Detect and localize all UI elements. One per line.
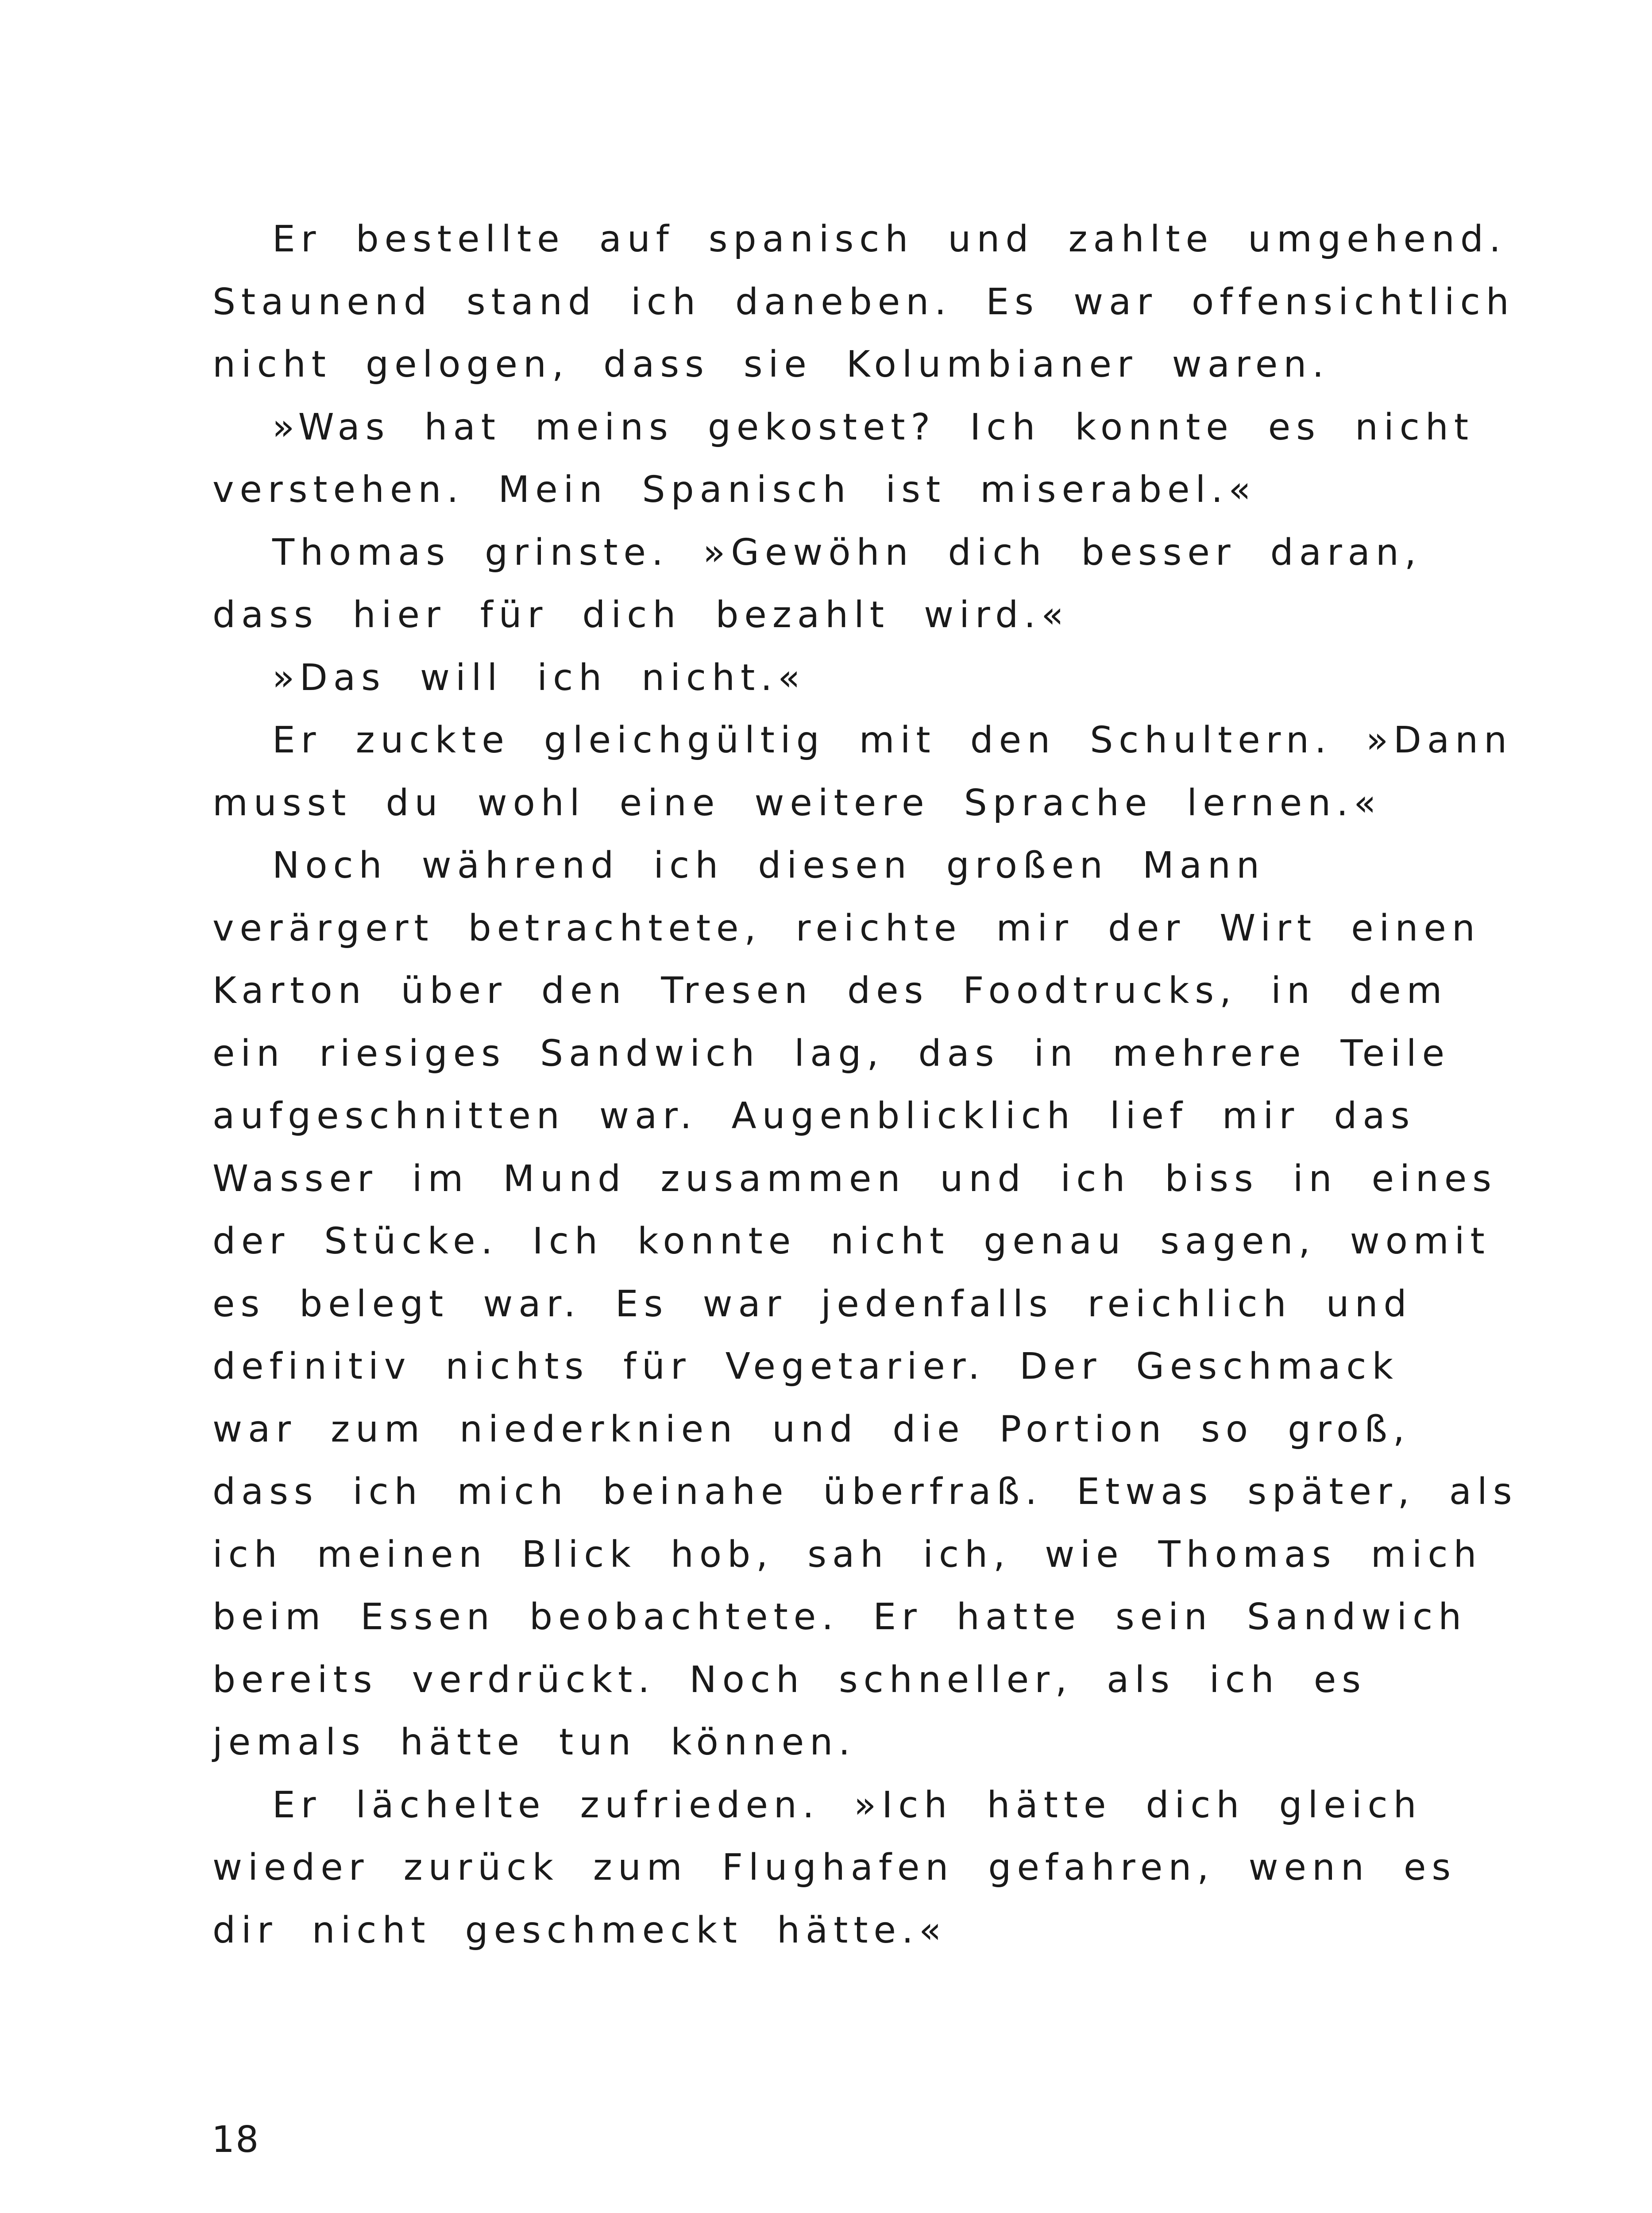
text-line: musst du wohl eine weitere Sprache lernen.« bbox=[212, 782, 1382, 824]
text-line: Wasser im Mund zusammen und ich biss in eines bbox=[212, 1157, 1498, 1200]
text-line: Er bestellte auf spanisch und zahlte umgehend. bbox=[272, 218, 1507, 260]
text-line: definitiv nichts für Vegetarier. Der Geschmack bbox=[212, 1346, 1399, 1388]
text-line: verstehen. Mein Spanisch ist miserabel.« bbox=[212, 469, 1257, 511]
text-line: Staunend stand ich daneben. Es war offensichtlich bbox=[212, 281, 1515, 323]
text-line: dir nicht geschmeckt hätte.« bbox=[212, 1909, 947, 1951]
text-line: Er lächelte zufrieden. »Ich hätte dich gleich bbox=[272, 1784, 1422, 1826]
text-line: bereits verdrückt. Noch schneller, als ich es bbox=[212, 1658, 1366, 1701]
text-line: es belegt war. Es war jedenfalls reichlich und bbox=[212, 1283, 1413, 1325]
text-line: ein riesiges Sandwich lag, das in mehrere Teile bbox=[212, 1032, 1451, 1075]
text-line: ich meinen Blick hob, sah ich, wie Thomas mich bbox=[212, 1533, 1482, 1576]
body-text bbox=[212, 208, 1518, 1962]
text-line: Thomas grinste. »Gewöhn dich besser daran, bbox=[272, 531, 1422, 574]
text-line: war zum niederknien und die Portion so groß, bbox=[212, 1408, 1410, 1450]
text-line: dass hier für dich bezahlt wird.« bbox=[212, 594, 1069, 636]
text-line: »Was hat meins gekostet? Ich konnte es nicht bbox=[272, 406, 1474, 448]
text-line: jemals hätte tun können. bbox=[212, 1721, 856, 1763]
page-number: 18 bbox=[212, 2119, 260, 2161]
text-line: Er zuckte gleichgültig mit den Schultern. »Dann bbox=[272, 719, 1513, 761]
text-line: der Stücke. Ich konnte nicht genau sagen, womit bbox=[212, 1220, 1490, 1262]
text-line: wieder zurück zum Flughafen gefahren, wenn es bbox=[212, 1847, 1457, 1889]
text-line: »Das will ich nicht.« bbox=[272, 656, 806, 699]
text-line: dass ich mich beinahe überfraß. Etwas später, als bbox=[212, 1471, 1518, 1513]
text-line: aufgeschnitten war. Augenblicklich lief mir das bbox=[212, 1095, 1416, 1137]
text-line: Noch während ich diesen großen Mann bbox=[272, 844, 1265, 887]
text-line: verärgert betrachtete, reichte mir der Wirt einen bbox=[212, 907, 1481, 949]
text-line: nicht gelogen, dass sie Kolumbianer waren. bbox=[212, 343, 1330, 386]
text-line: beim Essen beobachtete. Er hatte sein Sandwich bbox=[212, 1596, 1467, 1638]
text-line: Karton über den Tresen des Foodtrucks, in dem bbox=[212, 970, 1448, 1012]
